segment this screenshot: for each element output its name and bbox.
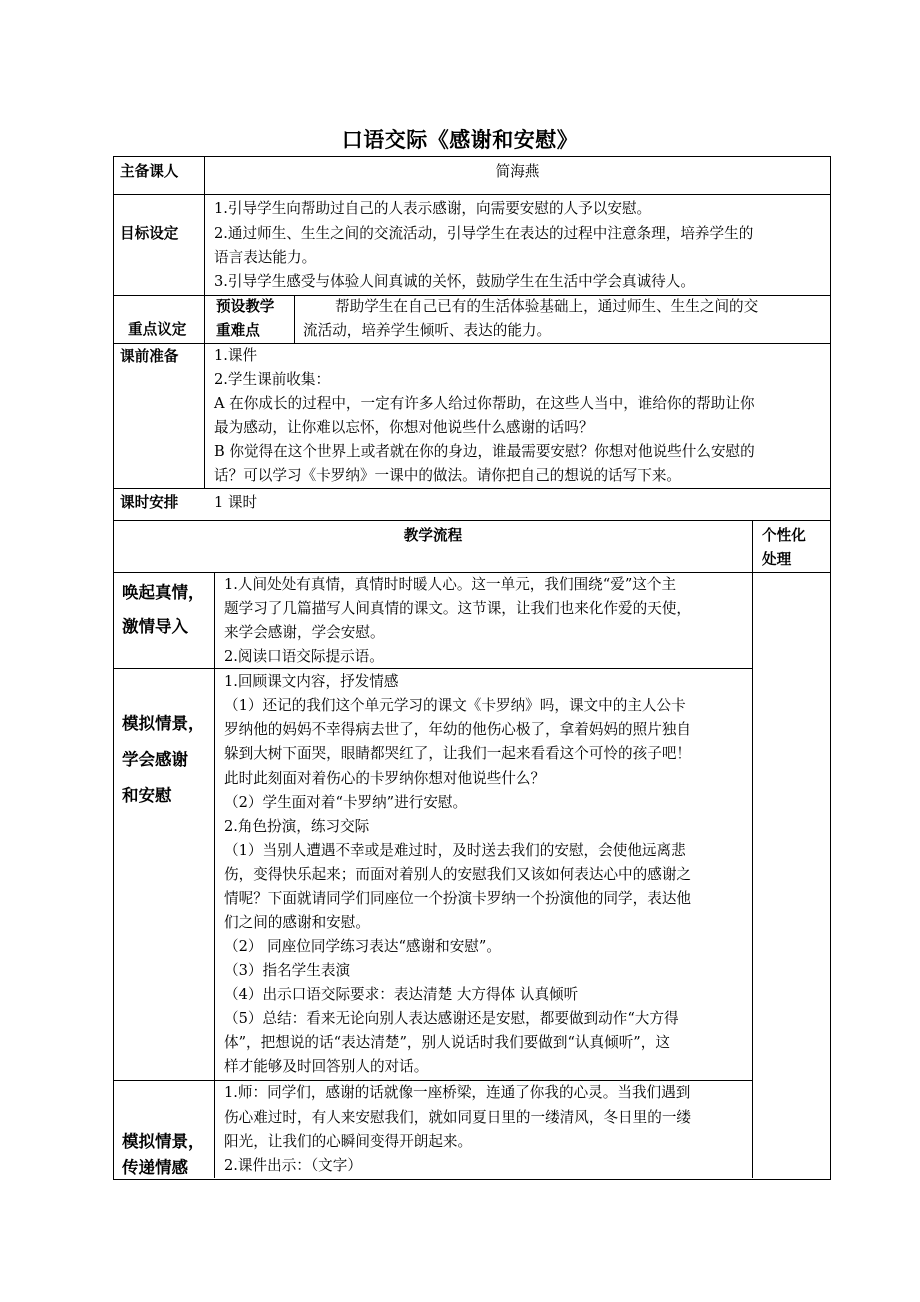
- section-label: 唤起真情，: [122, 583, 205, 602]
- preparer-value: 简海燕: [495, 163, 540, 180]
- goals-line: 2.通过师生、生生之间的交流活动，引导学生在表达的过程中注意条理，培养学生的: [214, 225, 754, 242]
- section-line: （2） 同座位同学练习表达“感谢和安慰”。: [224, 938, 501, 955]
- prep-line: 话？可以学习《卡罗纳》一课中的做法。请你把自己的想说的话写下来。: [214, 467, 682, 484]
- section-line: 1.师：同学们，感谢的话就像一座桥梁，连通了你我的心灵。当我们遇到: [224, 1084, 691, 1101]
- prep-label: 课前准备: [120, 348, 179, 365]
- key-label: 重点议定: [128, 321, 187, 338]
- section-line: （2）学生面对着“卡罗纳”进行安慰。: [224, 794, 468, 811]
- preparer-label: 主备课人: [120, 163, 179, 180]
- section-line: 样才能够及时回答别人的对话。: [224, 1058, 429, 1075]
- section-line: 情呢？下面就请同学们同座位一个扮演卡罗纳一个扮演他的同学，表达他: [224, 890, 692, 907]
- section-label: 学会感谢: [122, 750, 188, 769]
- section-label: 激情导入: [122, 617, 188, 636]
- prep-line: A 在你成长的过程中，一定有许多人给过你帮助，在这些人当中，谁给你的帮助让你: [214, 395, 755, 412]
- key-line: 流活动，培养学生倾听、表达的能力。: [303, 322, 552, 339]
- key-sub-label: 预设教学: [216, 298, 275, 315]
- prep-line: 1.课件: [214, 347, 258, 364]
- section-line: 题学习了几篇描写人间真情的课文。这节课，让我们也来化作爱的天使，: [224, 600, 692, 617]
- personal-header: 个性化: [762, 527, 806, 544]
- section-line: （1）还记的我们这个单元学习的课文《卡罗纳》吗，课文中的主人公卡: [224, 697, 686, 714]
- section-line: 2.课件出示：（文字）: [224, 1157, 362, 1174]
- goals-line: 3.引导学生感受与体验人间真诚的关怀，鼓励学生在生活中学会真诚待人。: [214, 273, 695, 290]
- section-line: 1.人间处处有真情，真情时时暖人心。这一单元，我们围绕“爱”这个主: [224, 576, 677, 593]
- section-line: 来学会感谢，学会安慰。: [224, 624, 385, 641]
- section-label: 传递情感: [122, 1158, 188, 1177]
- section-line: 罗纳他的妈妈不幸得病去世了，年幼的他伤心极了，拿着妈妈的照片独自: [224, 721, 692, 738]
- section-line: （4）出示口语交际要求：表达清楚 大方得体 认真倾听: [224, 986, 579, 1003]
- goals-line: 1.引导学生向帮助过自己的人表示感谢，向需要安慰的人予以安慰。: [214, 200, 652, 217]
- section-line: 1.回顾课文内容，抒发情感: [224, 673, 399, 690]
- section-line: （1）当别人遭遇不幸或是难过时，及时送去我们的安慰，会使他远离悲: [224, 842, 686, 859]
- section-line: 阳光，让我们的心瞬间变得开朗起来。: [224, 1133, 473, 1150]
- section-label: 模拟情景，: [122, 714, 205, 733]
- section-line: 2.角色扮演，练习交际: [224, 818, 370, 835]
- flow-header: 教学流程: [403, 527, 463, 544]
- section-line: 伤，变得快乐起来；而面对着别人的安慰我们又该如何表达心中的感谢之: [224, 866, 692, 883]
- col-divider: [214, 572, 215, 1178]
- hours-label: 课时安排: [120, 494, 179, 511]
- section-line: 此时此刻面对着伤心的卡罗纳你想对他说些什么？: [224, 770, 546, 787]
- section-line: 躲到大树下面哭，眼睛都哭红了，让我们一起来看看这个可怜的孩子吧！: [224, 745, 692, 762]
- hours-value: 1 课时: [214, 494, 258, 511]
- row-divider: [113, 194, 831, 195]
- key-sub-label: 重难点: [216, 322, 260, 339]
- section-line: （5）总结：看来无论向别人表达感谢还是安慰，都要做到动作“大方得: [224, 1010, 679, 1027]
- section-line: 们之间的感谢和安慰。: [224, 914, 370, 931]
- section-line: 体”，把想说的话“表达清楚”，别人说话时我们要做到“认真倾听”，这: [224, 1034, 670, 1051]
- page-title: 口语交际《感谢和安慰》: [341, 127, 579, 152]
- prep-line: 最为感动，让你难以忘怀，你想对他说些什么感谢的话吗？: [214, 419, 594, 436]
- personal-header: 处理: [762, 551, 792, 568]
- row-divider: [113, 520, 831, 521]
- goals-label: 目标设定: [120, 225, 179, 242]
- prep-line: 2.学生课前收集：: [214, 371, 331, 388]
- section-line: （3）指名学生表演: [224, 962, 351, 979]
- section-label: 和安慰: [122, 786, 172, 805]
- col-divider: [294, 295, 295, 343]
- section-line: 伤心难过时，有人来安慰我们，就如同夏日里的一缕清风，冬日里的一缕: [224, 1109, 692, 1126]
- prep-line: B 你觉得在这个世界上或者就在你的身边，谁最需要安慰？你想对他说些什么安慰的: [214, 443, 755, 460]
- goals-line: 语言表达能力。: [214, 249, 317, 266]
- section-line: 2.阅读口语交际提示语。: [224, 648, 384, 665]
- row-divider: [113, 668, 752, 669]
- col-divider: [204, 156, 205, 488]
- section-label: 模拟情景，: [122, 1132, 205, 1151]
- key-line: 帮助学生在自己已有的生活体验基础上，通过师生、生生之间的交: [335, 298, 759, 315]
- col-divider: [752, 520, 753, 1178]
